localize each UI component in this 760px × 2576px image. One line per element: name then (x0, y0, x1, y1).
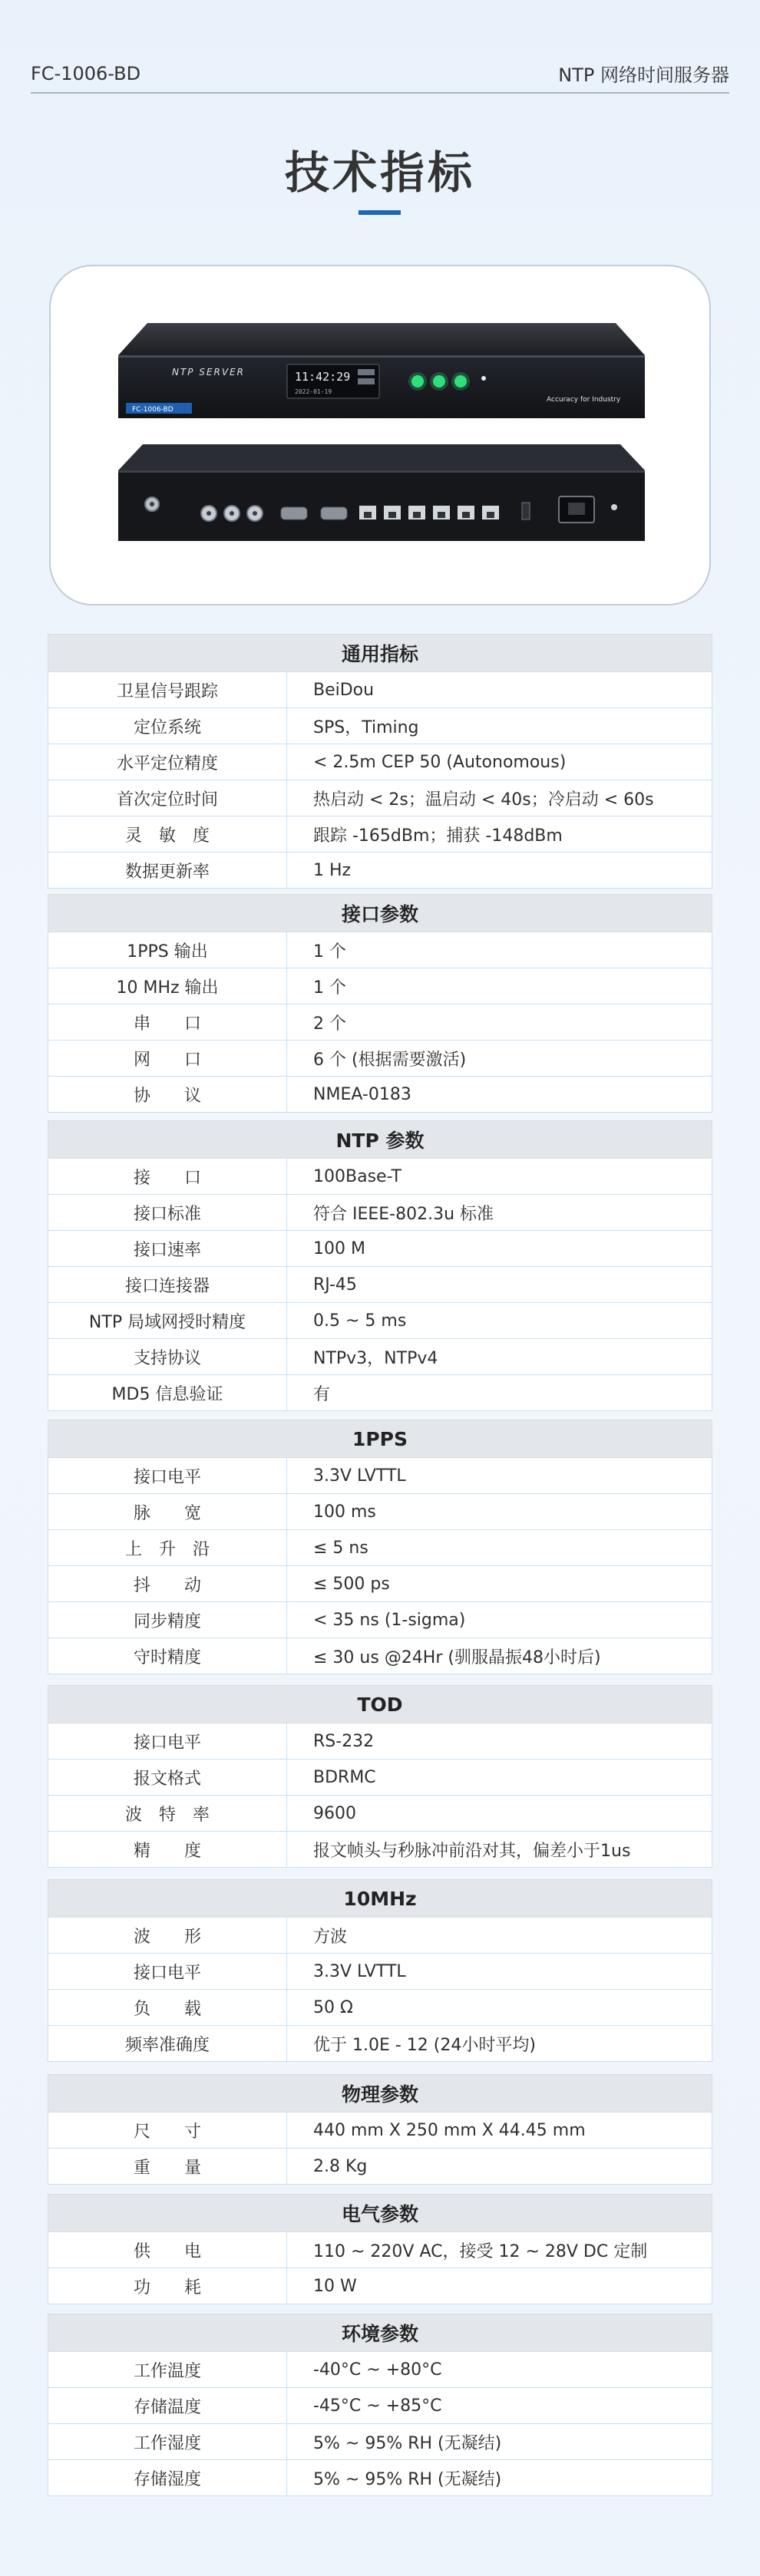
spec-label: 水平定位精度 (48, 744, 287, 780)
spec-label: 接口电平 (48, 1723, 287, 1760)
spec-label: 接口标准 (48, 1195, 287, 1231)
spec-row (48, 1494, 712, 1530)
spec-label: 负 载 (48, 1990, 287, 2026)
spec-section-header-row (48, 1880, 712, 1918)
spec-section-title: 1PPS (48, 1420, 712, 1458)
spec-section-title: 10MHz (48, 1880, 712, 1918)
device-front-panel (117, 322, 646, 420)
spec-row (48, 744, 712, 780)
product-image-frame (49, 265, 711, 605)
title-underline (359, 210, 401, 215)
date-display: 2022-01-19 (295, 388, 332, 395)
spec-row (48, 1530, 712, 1566)
spec-section-title: TOD (48, 1686, 712, 1723)
spec-section-header-row (48, 2195, 712, 2232)
spec-value: 3.3V LVTTL (287, 1954, 712, 1990)
spec-label: 报文格式 (48, 1760, 287, 1796)
spec-label: 支持协议 (48, 1339, 287, 1375)
spec-row (48, 1041, 712, 1077)
spec-row (48, 1195, 712, 1231)
spec-value: NMEA-0183 (287, 1077, 712, 1113)
spec-label: 功 耗 (48, 2268, 287, 2304)
spec-value: SPS，Timing (287, 708, 712, 744)
spec-value: NTPv3，NTPv4 (287, 1339, 712, 1375)
spec-value: ≤ 30 us @24Hr (驯服晶振48小时后) (287, 1638, 712, 1674)
spec-row (48, 1760, 712, 1796)
device-rear-panel (117, 443, 646, 543)
spec-value: 跟踪 -165dBm；捕获 -148dBm (287, 816, 712, 853)
spec-row (48, 1375, 712, 1411)
spec-label: 存储湿度 (48, 2460, 287, 2496)
spec-label: 灵 敏 度 (48, 816, 287, 853)
spec-value: 110 ~ 220V AC，接受 12 ~ 28V DC 定制 (287, 2232, 712, 2268)
spec-section-title: 电气参数 (48, 2195, 712, 2232)
spec-label: 网 口 (48, 1041, 287, 1077)
spec-row (48, 1566, 712, 1602)
spec-row (48, 2149, 712, 2185)
spec-value: 10 W (287, 2268, 712, 2304)
spec-table (48, 1879, 712, 2062)
spec-value: BDRMC (287, 1760, 712, 1796)
product-name: NTP 网络时间服务器 (558, 64, 729, 86)
spec-value: < 2.5m CEP 50 (Autonomous) (287, 744, 712, 780)
spec-label: 接口速率 (48, 1231, 287, 1267)
spec-label: 协 议 (48, 1077, 287, 1113)
spec-row (48, 1918, 712, 1954)
spec-row (48, 1990, 712, 2026)
spec-value: 5% ~ 95% RH (无凝结) (287, 2424, 712, 2460)
slogan: Accuracy for Industry (547, 396, 621, 404)
spec-section-header-row (48, 895, 712, 932)
spec-row (48, 1004, 712, 1041)
spec-row (48, 1267, 712, 1303)
spec-label: 首次定位时间 (48, 780, 287, 816)
front-model-tag: FC-1006-BD (132, 406, 173, 414)
spec-value: 100 ms (287, 1494, 712, 1530)
spec-label: 10 MHz 输出 (48, 968, 287, 1004)
spec-value: 0.5 ~ 5 ms (287, 1303, 712, 1339)
page-title: 技术指标 (284, 147, 475, 199)
spec-section-title: 物理参数 (48, 2075, 712, 2113)
spec-label: 波 特 率 (48, 1796, 287, 1832)
spec-row (48, 1303, 712, 1339)
spec-row (48, 2232, 712, 2268)
page-header (31, 60, 729, 87)
spec-row (48, 672, 712, 708)
spec-row (48, 1602, 712, 1638)
spec-row (48, 968, 712, 1004)
spec-value: 方波 (287, 1918, 712, 1954)
spec-value: 有 (287, 1375, 712, 1411)
spec-label: 数据更新率 (48, 853, 287, 889)
spec-section-title: 接口参数 (48, 895, 712, 932)
spec-label: 重 量 (48, 2149, 287, 2185)
spec-value: RS-232 (287, 1723, 712, 1760)
spec-label: 卫星信号跟踪 (48, 672, 287, 708)
spec-row (48, 780, 712, 816)
spec-value: < 35 ns (1-sigma) (287, 1602, 712, 1638)
spec-value: 50 Ω (287, 1990, 712, 2026)
spec-row (48, 2268, 712, 2304)
spec-label: 串 口 (48, 1004, 287, 1041)
spec-table (48, 2194, 712, 2304)
spec-label: 波 形 (48, 1918, 287, 1954)
spec-row (48, 1954, 712, 1990)
spec-label: 存储温度 (48, 2388, 287, 2424)
spec-value: 9600 (287, 1796, 712, 1832)
spec-value: 优于 1.0E - 12 (24小时平均) (287, 2026, 712, 2062)
spec-label: 守时精度 (48, 1638, 287, 1674)
header-divider (31, 92, 729, 94)
spec-value: ≤ 5 ns (287, 1530, 712, 1566)
spec-row (48, 2460, 712, 2496)
spec-value: 100 M (287, 1231, 712, 1267)
clock-display: 11:42:29 (295, 370, 351, 384)
spec-value: -45°C ~ +85°C (287, 2388, 712, 2424)
spec-row (48, 1231, 712, 1267)
spec-section-title: 通用指标 (48, 635, 712, 672)
spec-row (48, 708, 712, 744)
spec-table (48, 1685, 712, 1868)
spec-value: 3.3V LVTTL (287, 1458, 712, 1494)
spec-row (48, 2424, 712, 2460)
spec-value: 5% ~ 95% RH (无凝结) (287, 2460, 712, 2496)
spec-section-header-row (48, 2314, 712, 2352)
spec-row (48, 1638, 712, 1674)
spec-label: 接口电平 (48, 1954, 287, 1990)
spec-label: 上 升 沿 (48, 1530, 287, 1566)
spec-value: 1 Hz (287, 853, 712, 889)
spec-label: NTP 局域网授时精度 (48, 1303, 287, 1339)
spec-value: 100Base-T (287, 1159, 712, 1195)
model-number: FC-1006-BD (31, 62, 141, 84)
spec-table (48, 1420, 712, 1674)
spec-value: 热启动 < 2s；温启动 < 40s；冷启动 < 60s (287, 780, 712, 816)
spec-section-header-row (48, 1420, 712, 1458)
spec-section-title: 环境参数 (48, 2314, 712, 2352)
spec-label: 抖 动 (48, 1566, 287, 1602)
spec-section-header-row (48, 635, 712, 672)
spec-value: RJ-45 (287, 1267, 712, 1303)
spec-value: -40°C ~ +80°C (287, 2352, 712, 2388)
spec-label: MD5 信息验证 (48, 1375, 287, 1411)
spec-value: 6 个 (根据需要激活) (287, 1041, 712, 1077)
spec-row (48, 1723, 712, 1760)
spec-label: 1PPS 输出 (48, 932, 287, 968)
spec-row (48, 2352, 712, 2388)
spec-value: BeiDou (287, 672, 712, 708)
spec-value: ≤ 500 ps (287, 1566, 712, 1602)
spec-row (48, 2026, 712, 2062)
spec-section-header-row (48, 2075, 712, 2113)
spec-row (48, 1832, 712, 1868)
spec-row (48, 1796, 712, 1832)
spec-label: 脉 宽 (48, 1494, 287, 1530)
spec-section-header-row (48, 1686, 712, 1723)
spec-table (48, 894, 712, 1113)
spec-table (48, 2074, 712, 2185)
spec-table (48, 2314, 712, 2496)
spec-value: 1 个 (287, 968, 712, 1004)
spec-value: 1 个 (287, 932, 712, 968)
spec-row (48, 853, 712, 889)
spec-label: 定位系统 (48, 708, 287, 744)
spec-row (48, 816, 712, 853)
spec-label: 同步精度 (48, 1602, 287, 1638)
spec-label: 接口电平 (48, 1458, 287, 1494)
spec-label: 频率准确度 (48, 2026, 287, 2062)
spec-label: 工作湿度 (48, 2424, 287, 2460)
spec-label: 尺 寸 (48, 2113, 287, 2149)
spec-row (48, 1159, 712, 1195)
spec-label: 工作温度 (48, 2352, 287, 2388)
spec-row (48, 2388, 712, 2424)
spec-label: 接 口 (48, 1159, 287, 1195)
spec-value: 2.8 Kg (287, 2149, 712, 2185)
spec-label: 接口连接器 (48, 1267, 287, 1303)
spec-row (48, 1077, 712, 1113)
spec-value: 符合 IEEE-802.3u 标准 (287, 1195, 712, 1231)
spec-table (48, 634, 712, 889)
spec-label: 精 度 (48, 1832, 287, 1868)
spec-value: 440 mm X 250 mm X 44.45 mm (287, 2113, 712, 2149)
spec-row (48, 2113, 712, 2149)
front-panel-label: NTP SERVER (172, 367, 246, 378)
spec-value: 报文帧头与秒脉冲前沿对其，偏差小于1us (287, 1832, 712, 1868)
spec-section-title: NTP 参数 (48, 1121, 712, 1159)
spec-row (48, 1339, 712, 1375)
spec-row (48, 1458, 712, 1494)
spec-section-header-row (48, 1121, 712, 1159)
spec-label: 供 电 (48, 2232, 287, 2268)
spec-table (48, 1120, 712, 1411)
spec-value: 2 个 (287, 1004, 712, 1041)
spec-row (48, 932, 712, 968)
